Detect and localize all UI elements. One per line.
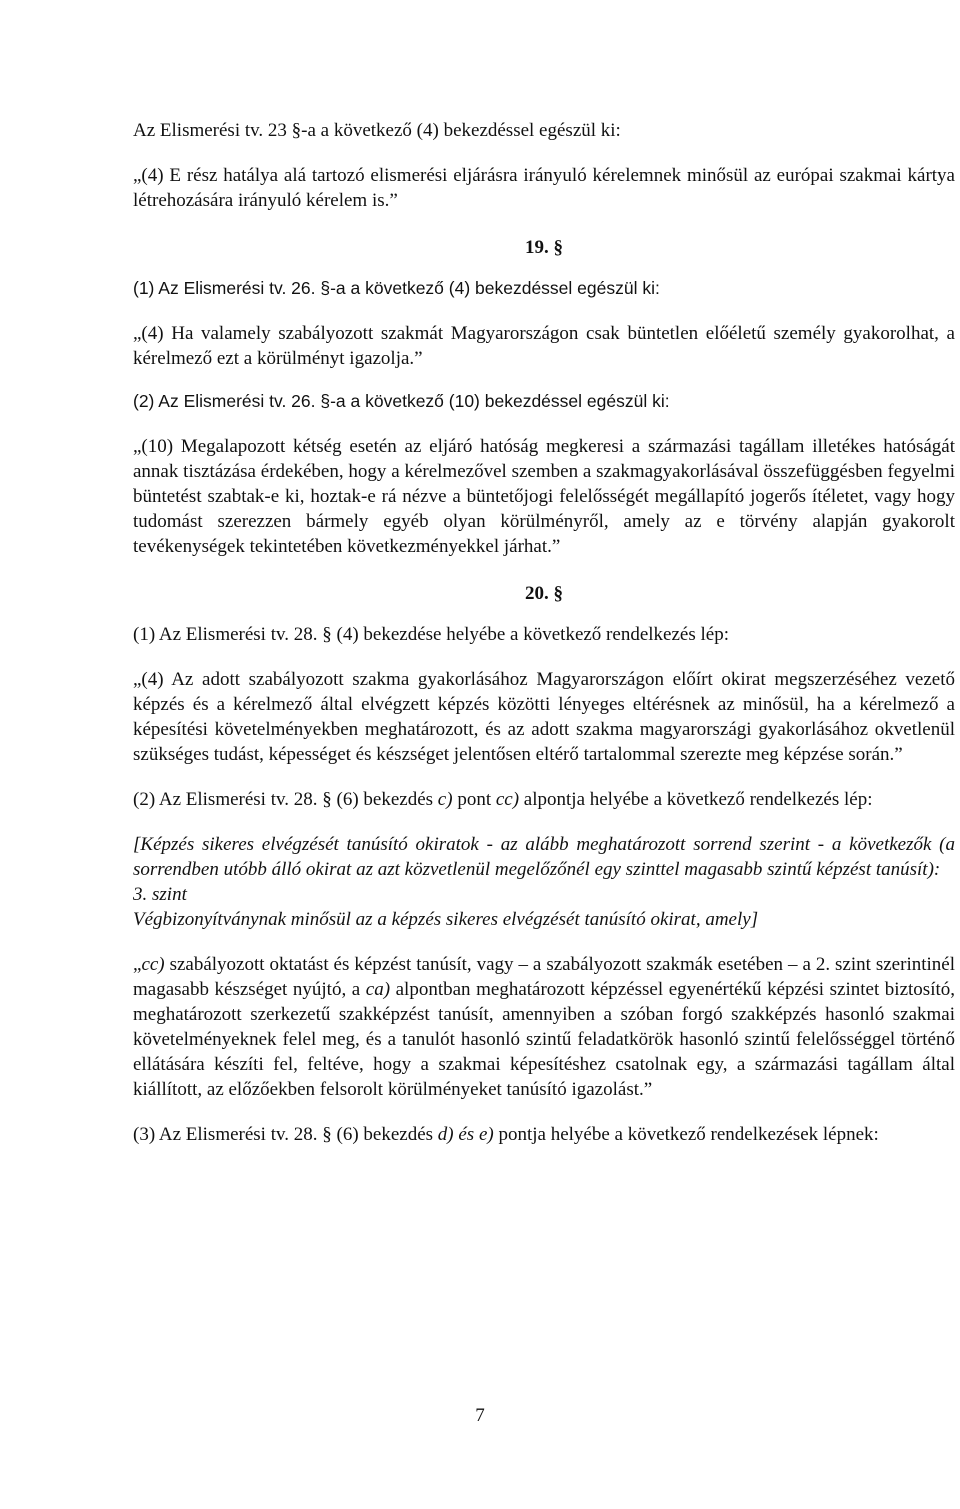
context-block-italic — [133, 832, 955, 932]
paragraph-quote-cc-label: cc) — [141, 954, 165, 975]
paragraph-quote-4-european-card: „(4) E rész hatálya alá tartozó elismerési eljárásra irányuló kérelemnek minősül az európai szakmai kártya létrehozására irányuló kérelem is.” — [133, 165, 955, 211]
paragraph-20-2-part: pont — [452, 789, 496, 810]
context-block-level: 3. szint — [133, 884, 187, 905]
context-block-certificate: Végbizonyítványnak minősül az a képzés sikeres elvégzését tanúsító okirat, amely] — [133, 909, 759, 930]
section-heading-19: 19. § — [525, 237, 563, 258]
paragraph-20-2-part: alpontja helyébe a következő rendelkezés lép: — [519, 789, 873, 810]
paragraph-20-3-part: pontja helyébe a következő rendelkezések lépnek: — [493, 1124, 879, 1145]
section-heading-20: 20. § — [525, 583, 563, 604]
paragraph-quote-4-training-difference: „(4) Az adott szabályozott szakma gyakorlásához Magyarországon előírt okirat megszerzéséhez vezető képzés és a kérelmező által elvégzett képzés közötti lényeges eltérésnek az minősül, ha a kérelmező a képesítési követelményekben meghatározott, és az adott szakma magyarországi gyakorlásához okvetlenül szükséges tudást, képességet és készséget jelentősen eltérő tartalommal szerezte meg képzése során.” — [133, 669, 955, 765]
paragraph-20-3 — [133, 1122, 955, 1147]
paragraph-quote-10-doubt: „(10) Megalapozott kétség esetén az eljáró hatóság megkeresi a származási tagállam illetékes hatóságát annak tisztázása érdekében, hogy a kérelmezővel szemben a szakmagyakorlásával összefüggésben fegyelmi büntetést szabtak-e ki, hoztak-e rá nézve a büntetőjogi felelősségét megállapító jogerős ítéletet, vagy hogy tudomást szerezzen bármely egyéb olyan körülményről, amely az e törvény alapján gyakorolt tevékenységek tekintetében következményekkel járhat.” — [133, 436, 955, 557]
paragraph-20-1: (1) Az Elismerési tv. 28. § (4) bekezdése helyébe a következő rendelkezés lép: — [133, 624, 729, 645]
paragraph-quote-cc-part: szabályozott oktatást és képzést tanúsít, vagy – a szabályozott szakmák esetében – a 2. szint szerintinél magasabb készséget nyújtó, a — [133, 954, 955, 1000]
paragraph-quote-cc-part: „ — [133, 954, 142, 975]
paragraph-quote-4-criminal-record: „(4) Ha valamely szabályozott szakmát Magyarországon csak büntetlen előéletű személy gyakorolhat, a kérelmező ezt a körülményt igazolja.” — [133, 323, 955, 369]
paragraph-quote-ca-reference: ca) — [365, 979, 391, 1000]
paragraph-20-2 — [133, 787, 955, 812]
document-page — [133, 118, 955, 1147]
paragraph-19-2: (2) Az Elismerési tv. 26. §-a a következő (10) bekezdéssel egészül ki: — [133, 391, 670, 411]
page-number: 7 — [475, 1405, 485, 1426]
paragraph-20-2-part: (2) Az Elismerési tv. 28. § (6) bekezdés — [133, 789, 438, 810]
paragraph-quote-cc-part: alpontban meghatározott képzéssel egyenértékű képzési szintet biztosító, meghatározott szerkezetű szakképzést tanúsít, amennyiben a szóban forgó szakképzés hasonló szakmai követelményeknek felel meg, és a tanulót hasonló szintű feladatkörök hasonló szintű felelősséggel történő ellátására készíti fel, feltéve, hogy a szakmai képesítéshez csatolnak egy, a származási tagállam által kiállított, az előzőekben felsorolt körülményeket tanúsító igazolást.” — [133, 979, 956, 1100]
paragraph-19-1: (1) Az Elismerési tv. 26. §-a a következő (4) bekezdéssel egészül ki: — [133, 278, 660, 298]
paragraph-intro: Az Elismerési tv. 23 §-a a következő (4) bekezdéssel egészül ki: — [133, 120, 621, 141]
paragraph-20-2-point-c: c) — [437, 789, 453, 810]
context-block-intro: [Képzés sikeres elvégzését tanúsító okiratok - az alább meghatározott sorrend szerint - a következők (a sorrendben utóbb álló okirat az azt közvetlenül megelőzőnél egy szinttel magasabb szintű képzést tanúsít): — [133, 834, 955, 880]
paragraph-20-2-subpoint-cc: cc) — [495, 789, 520, 810]
paragraph-20-3-points-d-e: d) és e) — [437, 1124, 494, 1145]
paragraph-quote-cc — [133, 952, 955, 1102]
paragraph-20-3-part: (3) Az Elismerési tv. 28. § (6) bekezdés — [133, 1124, 438, 1145]
